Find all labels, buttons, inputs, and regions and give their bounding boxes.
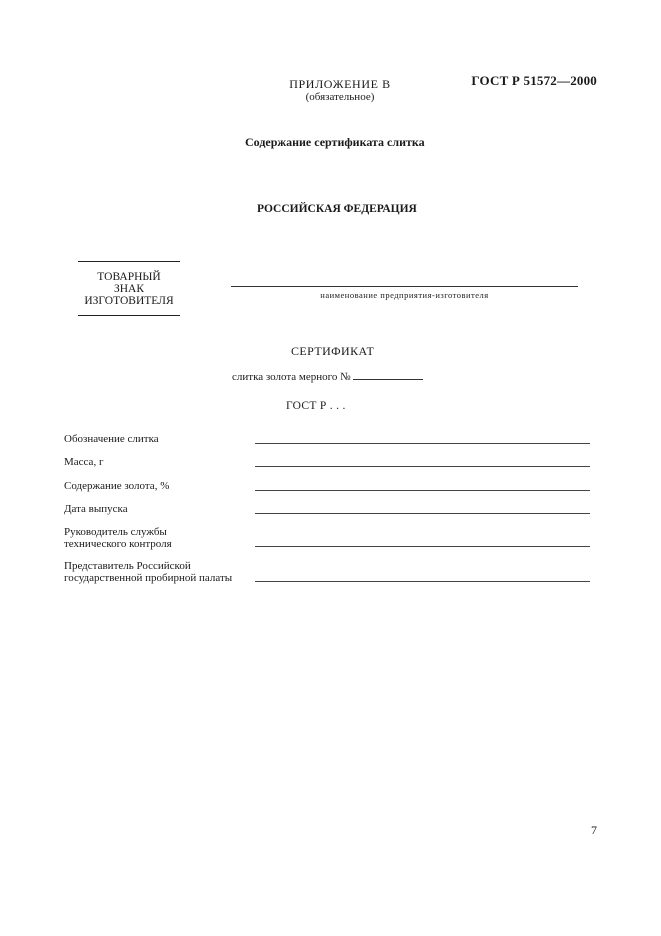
field-line-ingot-designation [255,443,590,444]
field-label-text: Обозначение слитка [64,433,159,445]
trademark-line-2: ЗНАК [113,283,145,295]
field-label-issue-date [64,503,128,515]
trademark-bottom-rule [78,315,180,316]
certificate-subtitle-text: слитка золота мерного № [232,371,351,383]
trademark-line-3: ИЗГОТОВИТЕЛЯ [84,295,174,307]
appendix-title: ПРИЛОЖЕНИЕ В [289,77,391,91]
field-line-issue-date [255,513,590,514]
field-label-text: государственной пробирной палаты [64,572,233,584]
trademark-line-1: ТОВАРНЫЙ [97,271,161,283]
section-title: Содержание сертификата слитка [245,135,425,149]
certificate-standard: ГОСТ Р . . . [286,400,346,412]
field-label-text: Представитель Российской [64,560,191,572]
appendix-status: (обязательное) [305,91,375,103]
trademark-label [78,262,180,315]
field-line-qc-head [255,546,590,547]
field-line-assay-representative [255,581,590,582]
field-label-text: технического контроля [64,538,172,550]
appendix-heading [280,77,400,103]
ingot-number-blank [353,369,423,380]
field-label-text: Содержание золота, % [64,480,170,492]
manufacturer-caption: наименование предприятия-изготовителя [320,290,489,300]
field-label-mass [64,456,103,468]
manufacturer-name-line [231,286,578,287]
field-label-gold-content [64,480,169,492]
field-label-text: Руководитель службы [64,526,167,538]
field-label-text: Дата выпуска [64,503,128,515]
standard-code-header: ГОСТ Р 51572—2000 [471,73,597,88]
field-label-text: Масса, г [64,456,104,468]
certificate-title: СЕРТИФИКАТ [291,344,375,358]
page-number: 7 [591,823,597,837]
field-label-ingot-designation [64,433,159,445]
certificate-subtitle [232,369,423,383]
field-line-gold-content [255,490,590,491]
field-label-qc-head [64,526,172,550]
trademark-box [78,261,180,316]
field-label-assay-representative [64,560,232,584]
country-heading: РОССИЙСКАЯ ФЕДЕРАЦИЯ [257,203,417,215]
field-line-mass [255,466,590,467]
